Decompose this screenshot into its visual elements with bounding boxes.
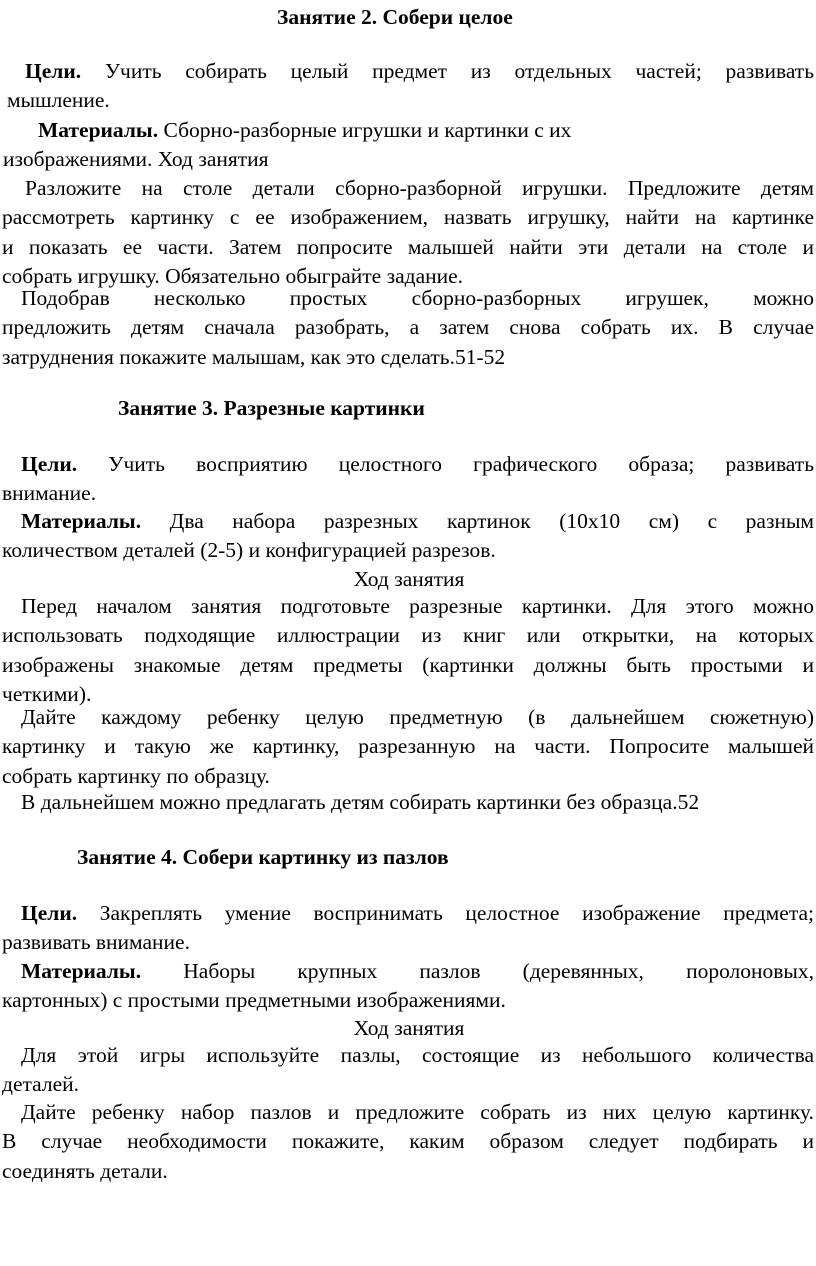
lesson2-goals-label: Цели. [25, 59, 82, 83]
lesson3-p2-line-3: собрать картинку по образцу. [2, 763, 270, 788]
lesson3-materials-text-2: количеством деталей (2-5) и конфигурацией разрезов. [2, 538, 496, 563]
lesson3-goals-text-2: внимание. [2, 481, 97, 506]
lesson3-materials-label: Материалы. [21, 509, 142, 533]
lesson2-paragraph-2 [0, 284, 816, 372]
lesson4-materials [0, 957, 816, 1016]
lesson2-p2-line-1: Подобрав несколько простых сборно-разборных игрушек, можно [21, 286, 814, 310]
lesson2-materials-label: Материалы. [38, 118, 159, 142]
lesson3-p1-line-4: четкими). [2, 681, 92, 706]
lesson4-p2-line-3: соединять детали. [2, 1158, 168, 1183]
lesson4-materials-text-1: Наборы крупных пазлов (деревянных, поролоновых, [183, 959, 814, 983]
lesson3-materials [0, 507, 816, 566]
lesson3-course-heading [0, 565, 816, 594]
lesson2-title: Занятие 2. Собери целое [277, 5, 513, 29]
lesson3-paragraph-2 [0, 703, 816, 791]
lesson3-course-heading-text: Ход занятия [353, 567, 465, 591]
lesson4-course-heading [0, 1014, 816, 1043]
lesson2-paragraph-1 [0, 174, 816, 291]
lesson3-goals-text-1: Учить восприятию целостного графического образа; развивать [108, 452, 814, 476]
lesson4-p2-line-1: Дайте ребенку набор пазлов и предложите собрать из них целую картинку. [21, 1100, 814, 1124]
lesson4-title: Занятие 4. Собери картинку из пазлов [77, 845, 449, 869]
lesson2-p2-line-3: затруднения покажите малышам, как это сделать.51-52 [2, 344, 506, 369]
lesson4-goals-label: Цели. [21, 901, 78, 925]
lesson4-course-heading-text: Ход занятия [353, 1016, 465, 1040]
lesson4-materials-label: Материалы. [21, 959, 142, 983]
lesson3-p1-line-3: изображены знакомые детям предметы (картинки должны быть простыми и [2, 652, 814, 677]
lesson2-goals-text-2: мышление. [7, 88, 110, 113]
lesson4-goals-text-1: Закреплять умение воспринимать целостное изображение предмета; [99, 901, 814, 925]
lesson2-materials-text-2: изображениями. Ход занятия [3, 147, 269, 172]
lesson3-p2-line-1: Дайте каждому ребенку целую предметную (в дальнейшем сюжетную) [21, 705, 814, 729]
lesson3-p1-line-2: использовать подходящие иллюстрации из книг или открытки, на которых [2, 623, 814, 648]
lesson2-materials [0, 116, 816, 175]
lesson2-goals-text-1: Учить собирать целый предмет из отдельных частей; развивать [104, 59, 815, 83]
lesson3-materials-text-1: Два набора разрезных картинок (10x10 см) с разным [169, 509, 815, 533]
lesson2-p1-line-1: Разложите на столе детали сборно-разборной игрушки. Предложите детям [25, 176, 814, 200]
lesson2-materials-text-1: Сборно-разборные игрушки и картинки с их [163, 118, 572, 142]
lesson3-goals [0, 450, 816, 509]
lesson4-p2-line-2: В случае необходимости покажите, каким образом следует подбирать и [2, 1129, 814, 1154]
lesson3-paragraph-3 [0, 788, 816, 817]
lesson3-title: Занятие 3. Разрезные картинки [118, 396, 425, 420]
lesson3-p1-line-1: Перед началом занятия подготовьте разрезные картинки. Для этого можно [21, 594, 814, 618]
lesson4-p1-line-2: деталей. [2, 1072, 80, 1097]
lesson2-p2-line-2: предложить детям сначала разобрать, а затем снова собрать их. В случае [2, 315, 814, 340]
lesson4-goals-text-2: развивать внимание. [2, 930, 190, 955]
lesson3-paragraph-1 [0, 592, 816, 709]
lesson4-materials-text-2: картонных) с простыми предметными изображениями. [2, 988, 506, 1013]
lesson3-p2-line-2: картинку и такую же картинку, разрезанную на части. Попросите малышей [2, 734, 814, 759]
lesson4-paragraph-2 [0, 1098, 816, 1186]
lesson2-p1-line-4: собрать игрушку. Обязательно обыграйте задание. [2, 263, 464, 288]
lesson4-p1-line-1: Для этой игры используйте пазлы, состоящие из небольшого количества [21, 1043, 814, 1067]
lesson3-goals-label: Цели. [21, 452, 78, 476]
lesson2-p1-line-3: и показать ее части. Затем попросите малышей найти эти детали на столе и [2, 234, 814, 259]
lesson4-goals [0, 899, 816, 958]
lesson4-paragraph-1 [0, 1041, 816, 1100]
lesson3-p3-line-1: В дальнейшем можно предлагать детям собирать картинки без образца.52 [21, 790, 700, 814]
lesson2-p1-line-2: рассмотреть картинку с ее изображением, назвать игрушку, найти на картинке [2, 205, 814, 230]
lesson2-goals [0, 57, 816, 116]
